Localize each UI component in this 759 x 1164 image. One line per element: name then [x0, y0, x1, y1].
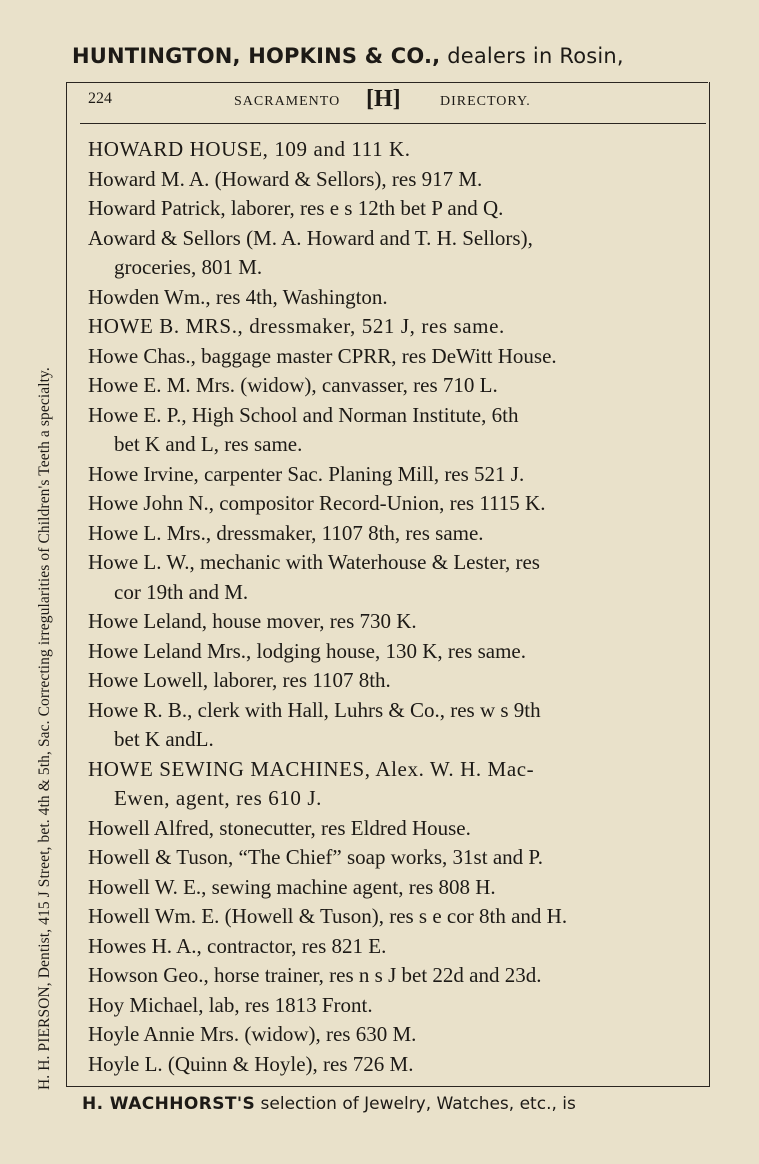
directory-entry — [88, 696, 692, 755]
header-letter: [H] — [366, 86, 401, 112]
entry-line: Howe Leland Mrs., lodging house, 130 K, res same. — [88, 638, 527, 663]
top-ad-firm: HUNTINGTON, HOPKINS & CO., — [72, 44, 441, 68]
top-ad-text: dealers in Rosin, — [440, 44, 624, 68]
entry-line: HOWE B. MRS., dressmaker, 521 J, res same. — [88, 314, 505, 338]
entry-line: Howe John N., compositor Record-Union, res 1115 K. — [88, 491, 546, 515]
header-city: SACRAMENTO — [234, 94, 341, 109]
directory-entry — [88, 194, 692, 224]
header-directory: DIRECTORY. — [440, 94, 531, 109]
entry-line: Hoyle L. (Quinn & Hoyle), res 726 M. — [88, 1051, 414, 1076]
entry-line: Howard M. A. (Howard & Sellors), res 917 M. — [88, 166, 483, 191]
entry-line: Hoy Michael, lab, res 1813 Front. — [88, 992, 373, 1017]
directory-entry — [88, 519, 692, 549]
directory-entry — [88, 666, 692, 696]
page-number: 224 — [88, 90, 112, 107]
entry-continuation: bet K and L, res same. — [114, 432, 303, 456]
entry-line: Howell W. E., sewing machine agent, res 808 H. — [88, 874, 496, 899]
directory-entry — [88, 932, 692, 962]
directory-entry — [88, 312, 692, 342]
directory-entry — [88, 991, 692, 1021]
directory-entry — [88, 637, 692, 667]
directory-entry — [88, 755, 692, 814]
entry-line: Howden Wm., res 4th, Washington. — [88, 284, 388, 309]
entry-continuation: bet K andL. — [114, 727, 214, 751]
side-advertisement: H. H. PIERSON, Dentist, 415 J Street, bet. 4th & 5th, Sac. Correcting irregularities of Children's Teeth a specialty. — [36, 367, 53, 1090]
directory-entry — [88, 607, 692, 637]
entry-line: Howe Irvine, carpenter Sac. Planing Mill, res 521 J. — [88, 461, 525, 486]
directory-entry — [88, 548, 692, 607]
entry-line: Howe E. P., High School and Norman Institute, 6th — [88, 402, 519, 427]
entry-line: Hoyle Annie Mrs. (widow), res 630 M. — [88, 1022, 417, 1046]
entry-line: HOWARD HOUSE, 109 and 111 K. — [88, 137, 411, 161]
entry-line: HOWE SEWING MACHINES, Alex. W. H. Mac- — [88, 756, 535, 781]
directory-entry — [88, 371, 692, 401]
entry-line: Howes H. A., contractor, res 821 E. — [88, 933, 387, 958]
entry-line: Howard Patrick, laborer, res e s 12th bet P and Q. — [88, 196, 504, 220]
entry-line: Howe Lowell, laborer, res 1107 8th. — [88, 668, 391, 692]
entry-continuation: groceries, 801 M. — [114, 255, 263, 279]
directory-entry — [88, 460, 692, 490]
directory-entry — [88, 342, 692, 372]
entry-continuation: Ewen, agent, res 610 J. — [114, 786, 322, 810]
entry-line: Howe L. Mrs., dressmaker, 1107 8th, res same. — [88, 520, 484, 545]
entry-line: Howe R. B., clerk with Hall, Luhrs & Co., res w s 9th — [88, 697, 541, 722]
entry-line: Howell Wm. E. (Howell & Tuson), res s e cor 8th and H. — [88, 904, 568, 928]
running-header — [88, 86, 688, 116]
entry-line: Howe L. W., mechanic with Waterhouse & Lester, res — [88, 550, 540, 574]
bottom-advertisement — [82, 1094, 722, 1114]
entry-line: Howell Alfred, stonecutter, res Eldred House. — [88, 815, 471, 840]
directory-entry — [88, 401, 692, 460]
directory-entry — [88, 814, 692, 844]
top-advertisement — [72, 44, 722, 68]
directory-entry — [88, 165, 692, 195]
directory-entry — [88, 843, 692, 873]
bottom-ad-text: selection of Jewelry, Watches, etc., is — [255, 1094, 576, 1114]
directory-entry — [88, 902, 692, 932]
entry-continuation: cor 19th and M. — [114, 579, 249, 604]
entry-line: Howe E. M. Mrs. (widow), canvasser, res 710 L. — [88, 373, 498, 397]
entry-line: Howe Leland, house mover, res 730 K. — [88, 609, 417, 633]
directory-entry — [88, 224, 692, 283]
entry-line: Howell & Tuson, “The Chief” soap works, 31st and P. — [88, 845, 543, 869]
directory-entries — [88, 135, 692, 1079]
directory-entry — [88, 873, 692, 903]
directory-entry — [88, 135, 692, 165]
bottom-ad-firm: H. WACHHORST'S — [82, 1094, 256, 1114]
entry-line: Howe Chas., baggage master CPRR, res DeWitt House. — [88, 343, 557, 368]
directory-entry — [88, 489, 692, 519]
entry-line: Aoward & Sellors (M. A. Howard and T. H. Sellors), — [88, 225, 533, 250]
entry-line: Howson Geo., horse trainer, res n s J bet 22d and 23d. — [88, 963, 542, 987]
header-rule — [80, 123, 706, 124]
directory-entry — [88, 1020, 692, 1050]
directory-entry — [88, 283, 692, 313]
directory-entry — [88, 961, 692, 991]
directory-entry — [88, 1050, 692, 1080]
